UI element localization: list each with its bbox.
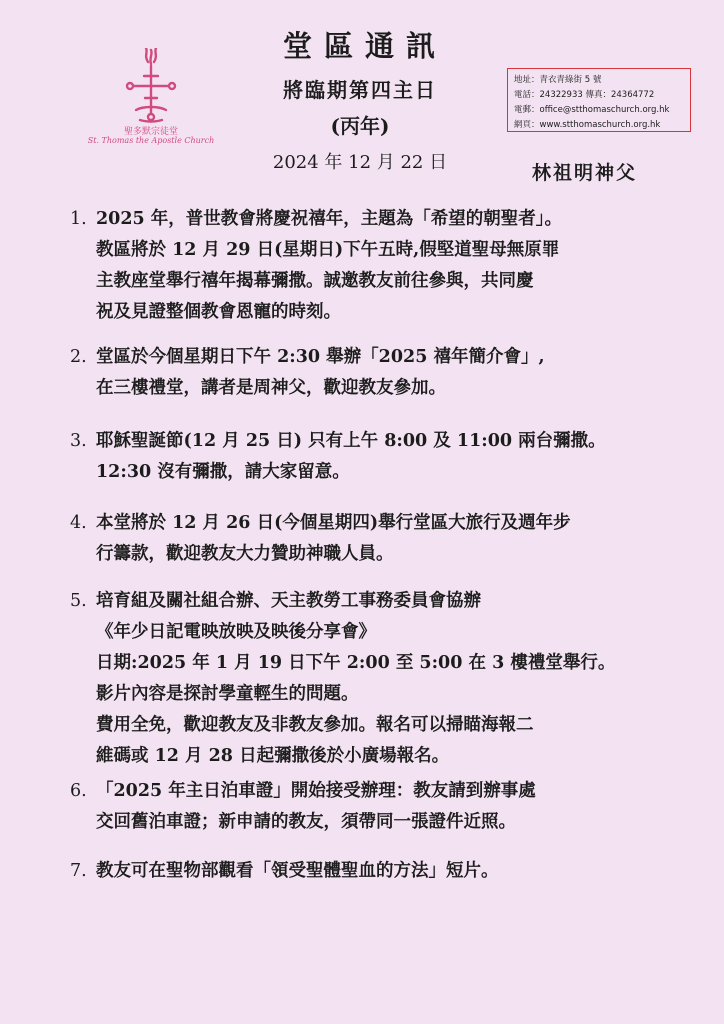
item-line: 日期:2025 年 1 月 19 日下午 2:00 至 5:00 在 3 樓禮堂舉行。 xyxy=(96,653,616,673)
item-line: 12:30 沒有彌撒，請大家留意。 xyxy=(96,462,350,482)
church-logo xyxy=(86,48,216,173)
announcement-item xyxy=(70,856,700,887)
item-number: 3. xyxy=(70,431,87,451)
announcement-item xyxy=(70,508,700,570)
contact-box xyxy=(507,68,691,132)
priest-name: 林祖明神父 xyxy=(532,162,638,184)
item-line: 《年少日記電映放映及映後分享會》 xyxy=(96,622,376,642)
item-line: 「2025 年主日泊車證」開始接受辦理：教友請到辦事處 xyxy=(96,781,536,801)
logo-chinese-name: 聖多默宗徒堂 xyxy=(123,127,178,137)
item-line: 行籌款，歡迎教友大力贊助神職人員。 xyxy=(96,544,394,564)
item-line: 交回舊泊車證；新申請的教友，須帶同一張證件近照。 xyxy=(96,812,516,832)
item-number: 6. xyxy=(70,781,87,801)
item-number: 1. xyxy=(70,209,87,229)
contact-address: 地址：青衣青綠街 5 號 xyxy=(514,75,602,85)
item-number: 7. xyxy=(70,861,87,881)
logo-english-name: St. Thomas the Apostle Church xyxy=(87,136,215,145)
item-line: 維碼或 12 月 28 日起彌撒後於小廣場報名。 xyxy=(96,746,450,766)
bulletin-date: 2024 年 12 月 22 日 xyxy=(272,152,448,173)
item-line: 培育組及關社組合辦、天主教勞工事務委員會協辦 xyxy=(96,591,481,611)
year-cycle: (丙年) xyxy=(330,114,390,138)
item-line: 教友可在聖物部觀看「領受聖體聖血的方法」短片。 xyxy=(96,861,499,881)
item-line: 祝及見證整個教會恩寵的時刻。 xyxy=(96,302,341,322)
cross-icon xyxy=(86,48,216,128)
announcement-item xyxy=(70,586,700,772)
item-number: 5. xyxy=(70,591,87,611)
item-number: 4. xyxy=(70,513,87,533)
item-line: 堂區於今個星期日下午 2:30 舉辦「2025 禧年簡介會」, xyxy=(96,347,545,367)
contact-website: 網頁：www.stthomaschurch.org.hk xyxy=(514,120,661,130)
announcement-item xyxy=(70,426,700,488)
item-number: 2. xyxy=(70,347,87,367)
item-line: 在三樓禮堂，講者是周神父，歡迎教友參加。 xyxy=(96,378,446,398)
announcement-item xyxy=(70,342,700,404)
item-line: 主教座堂舉行禧年揭幕彌撒。誠邀教友前往參與，共同慶 xyxy=(96,271,534,291)
liturgical-subtitle: 將臨期第四主日 xyxy=(283,78,437,102)
item-line: 影片內容是探討學童輕生的問題。 xyxy=(96,684,359,704)
item-line: 耶穌聖誕節(12 月 25 日) 只有上午 8:00 及 11:00 兩台彌撒。 xyxy=(96,431,606,451)
page-title: 堂區通訊 xyxy=(282,29,447,63)
announcement-item xyxy=(70,204,700,328)
contact-email: 電郵：office@stthomaschurch.org.hk xyxy=(514,105,670,115)
item-line: 費用全免，歡迎教友及非教友參加。報名可以掃瞄海報二 xyxy=(96,715,534,735)
announcement-item xyxy=(70,776,700,838)
contact-phone: 電話：24322933 傳真：24364772 xyxy=(514,90,655,100)
item-line: 本堂將於 12 月 26 日(今個星期四)舉行堂區大旅行及週年步 xyxy=(96,513,571,533)
item-line: 教區將於 12 月 29 日(星期日)下午五時,假堅道聖母無原罪 xyxy=(96,240,560,260)
item-line: 2025 年，普世教會將慶祝禧年，主題為「希望的朝聖者」。 xyxy=(96,209,563,229)
